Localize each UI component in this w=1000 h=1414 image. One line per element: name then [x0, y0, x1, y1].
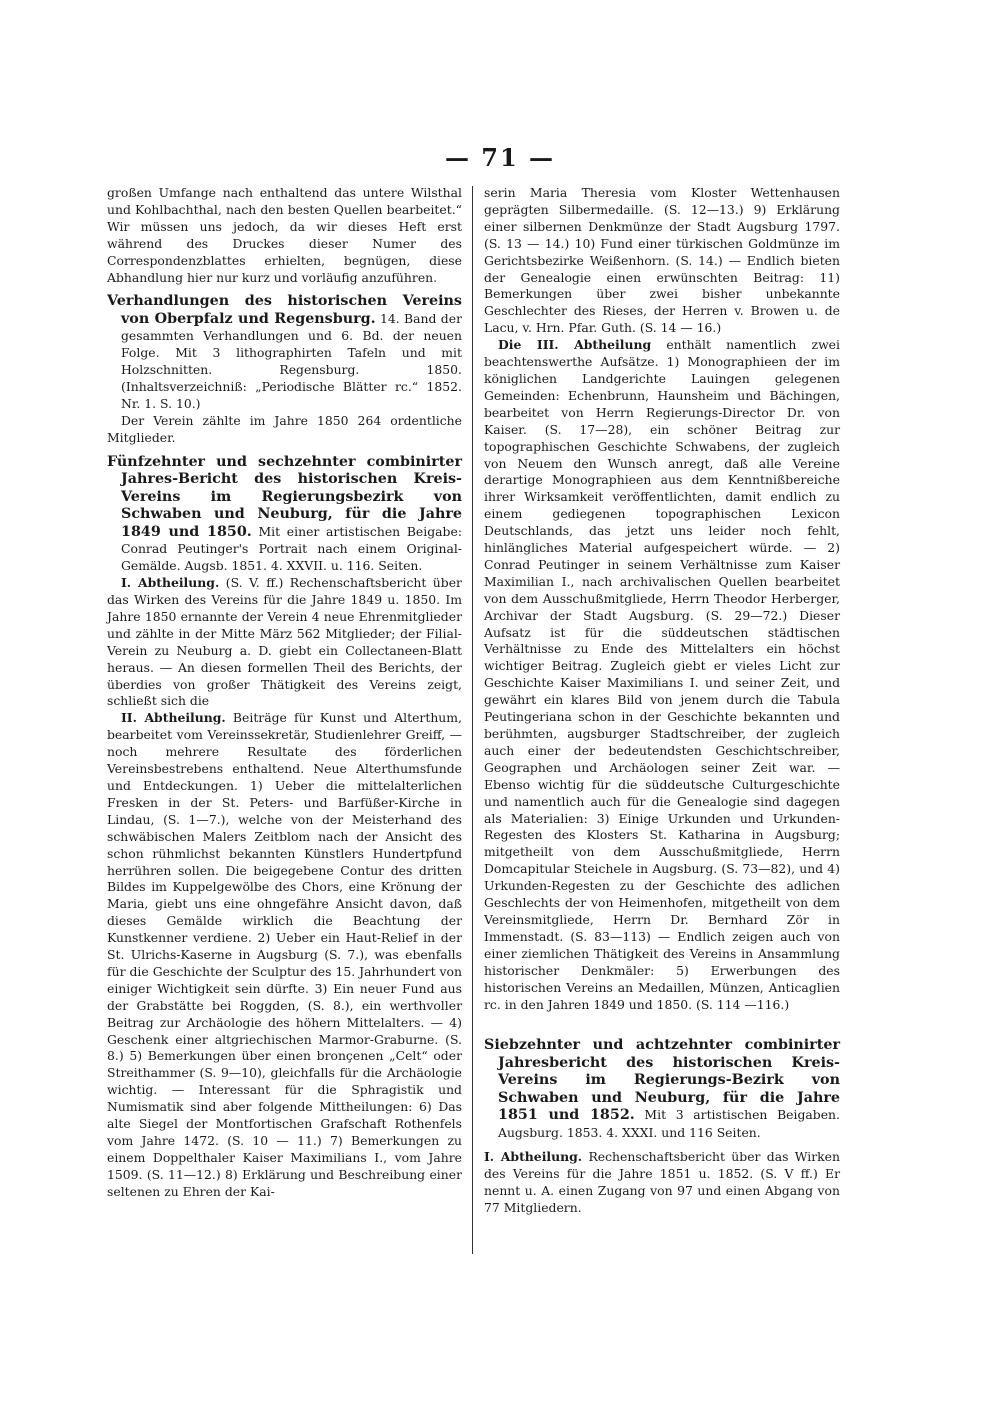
section-paragraph	[107, 575, 462, 710]
paragraph	[107, 413, 462, 447]
section-label: I. Abtheilung.	[484, 1148, 583, 1164]
paragraph-text: großen Umfange nach enthaltend das untere Wilsthal und Kohlbachthal, nach den besten Quellen bearbeitet.“ Wir müssen uns jedoch, da wir dieses Heft erst während des Druckes dieser Numer des Correspondenzblattes erhielten, begnügen, diese Abhandlung hier nur kurz und vorläufig anzuführen.	[107, 185, 462, 285]
entry-title: Verhandlungen des historischen Vereins von Oberpfalz und Regensburg.	[107, 293, 462, 327]
section-paragraph	[484, 1149, 840, 1217]
bibliography-entry	[484, 1037, 840, 1141]
entry-text: Mit einer artistischen Beigabe: Conrad Peutinger's Portrait nach einem Original-Gemälde. Augsb. 1851. 4. XXVII. u. 116. Seiten.	[121, 523, 462, 574]
page-number: — 71 —	[444, 143, 556, 172]
column-divider	[472, 186, 473, 1254]
section-text: (S. V. ff.) Rechenschaftsbericht über das Wirken des Vereins für die Jahre 1849 u. 1850. Im Jahre 1850 ernannte der Verein 4 neue Ehrenmitglieder und zählte in der Mitte März 562 Mitglieder; der Filial-Verein zu Neuburg a. D. giebt ein Collectaneen-Blatt heraus. — An diesen formellen Theil des Berichts, der überdies von großer Thätigkeit des Vereins zeigt, schließt sich die	[107, 575, 462, 709]
entry-title: Fünfzehnter und sechzehnter combinirter Jahres-Bericht des historischen Kreis-Vereins im Regierungsbezirk von Schwaben und Neuburg, für die Jahre 1849 und 1850.	[107, 453, 462, 540]
section-label: II. Abtheilung.	[121, 710, 226, 726]
entry-text: Mit 3 artistischen Beigaben. Augsburg. 1853. 4. XXXI. und 116 Seiten.	[498, 1107, 840, 1140]
entry-text: 14. Band der gesammten Verhandlungen und 6. Bd. der neuen Folge. Mit 3 lithographirten Tafeln und mit Holzschnitten. Regensburg. 1850. (Inhaltsverzeichniß: „Periodische Blätter rc.“ 1852. Nr. 1. S. 10.)	[121, 310, 462, 412]
section-label: I. Abtheilung.	[121, 575, 220, 591]
left-column	[107, 185, 462, 1201]
section-text: Rechenschaftsbericht über das Wirken des Vereins für die Jahre 1851 u. 1852. (S. V ff.) Er nennt u. A. einen Zugang von 97 und einen Abgang von 77 Mitgliedern.	[484, 1148, 840, 1215]
section-paragraph	[484, 337, 840, 1013]
bibliography-entry	[107, 293, 462, 413]
paragraph-text: serin Maria Theresia vom Kloster Wettenhausen geprägten Silbermedaille. (S. 12—13.) 9) Erklärung einer silbernen Denkmünze der Stadt Augsburg 1797. (S. 13 — 14.) 10) Fund einer türkischen Goldmünze im Gerichtsbezirke Weißenhorn. (S. 14.) — Endlich bieten der Genealogie einen erwünschten Beitrag: 11) Bemerkungen über zwei bisher unbekannte Geschlechter des Rieses, der Herren v. Browen u. de Lacu, v. Hrn. Pfar. Guth. (S. 14 — 16.)	[484, 185, 840, 336]
section-label: Die III. Abtheilung	[498, 337, 652, 353]
entry-title: Siebzehnter und achtzehnter combinirter Jahresbericht des historischen Kreis-Vereins im Regierungs-Bezirk von Schwaben und Neuburg, für die Jahre 1851 und 1852.	[484, 1037, 840, 1124]
paragraph	[484, 185, 840, 337]
paragraph-text: Der Verein zählte im Jahre 1850 264 ordentliche Mitglieder.	[107, 412, 462, 445]
section-text: enthält namentlich zwei beachtenswerthe Aufsätze. 1) Monographieen der im königlichen Landgerichte Lauingen gelegenen Gemeinden: Echenbrunn, Haunsheim und Bächingen, bearbeitet von Herrn Regierungs-Director Dr. von Kaiser. (S. 17—28), ein schöner Beitrag zur topographischen Geschichte Schwabens, der zugleich von Neuem den Wunsch anregt, daß alle Vereine derartige Monographieen aus dem Kenntnißbereiche ihrer Wirksamkeit veröffentlichten, damit endlich zu einem gediegenen topographischen Lexicon Deutschlands, das jetzt uns leider noch fehlt, hinlängliches Material aufgespeichert würde. — 2) Conrad Peutinger in seinem Verhältnisse zum Kaiser Maximilian I., nach archivalischen Quellen bearbeitet von dem Ausschußmitgliede, Herrn Theodor Herberger, Archivar der Stadt Augsburg. (S. 29—72.) Dieser Aufsatz ist für die süddeutschen städtischen Verhältnisse zu Ende des Mittelalters ein höchst wichtiger Beitrag. Zugleich giebt er vieles Licht zur Geschichte Kaiser Maximilians I. und seiner Zeit, und gewährt ein klares Bild von jenem durch die Tabula Peutingeriana schon in der Geschichte bekannten und berühmten, augsburger Stadtschreiber, der zugleich auch einer der bedeutendsten Geschichtschreiber, Geographen und Archäologen seiner Zeit war. — Ebenso wichtig für die süddeutsche Culturgeschichte und namentlich auch für die Genealogie sind dagegen als Materialien: 3) Einige Urkunden und Urkunden-Regesten des Klosters St. Katharina in Augsburg; mitgetheilt von dem Ausschußmitgliede, Herrn Domcapitular Steichele in Augsburg. (S. 73—82), und 4) Urkunden-Regesten zu der Geschichte des adlichen Geschlechts der von Heimenhofen, mitgetheilt von dem Vereinsmitgliede, Herrn Dr. Bernhard Zör in Immenstadt. (S. 83—113) — Endlich zeigen auch von einer ziemlichen Thätigkeit des Vereins in Ansammlung historischer Denkmäler: 5) Erwerbungen des historischen Vereins an Medaillen, Münzen, Anticaglien rc. in den Jahren 1849 und 1850. (S. 114 —116.)	[484, 337, 840, 1012]
section-paragraph	[107, 710, 462, 1200]
bibliography-entry	[107, 454, 462, 575]
section-text: Beiträge für Kunst und Alterthum, bearbeitet vom Vereinssekretär, Studienlehrer Greiff, — noch mehrere Resultate des förderlichen Vereinsbestrebens enthaltend. Neue Alterthumsfunde und Entdeckungen. 1) Ueber die mittelalterlichen Fresken in der St. Peters- und Barfüßer-Kirche in Lindau, (S. 1—7.), welche von der Meisterhand des schwäbischen Malers Zeitblom nach der Ansicht des schon rühmlichst bekannten Künstlers Hundertpfund herrühren sollen. Die beigegebene Contur des dritten Bildes im Kuppelgewölbe des Chors, eine Krönung der Maria, giebt uns eine ohngefähre Ansicht davon, daß dieses Gemälde wirklich die Beachtung der Kunstkenner verdiene. 2) Ueber ein Haut-Relief in der St. Ulrichs-Kaserne in Augsburg (S. 7.), was ebenfalls für die Geschichte der Sculptur des 15. Jahrhundert von einiger Wichtigkeit sein dürfte. 3) Ein neuer Fund aus der Grabstätte bei Roggden, (S. 8.), ein werthvoller Beitrag zur Archäologie des höhern Mittelalters. — 4) Geschenk einer altgriechischen Marmor-Graburne. (S. 8.) 5) Bemerkungen über einen bronçenen „Celt“ oder Streithammer (S. 9—10), gleichfalls für die Archäologie wichtig. — Interessant für die Sphragistik und Numismatik sind aber folgende Mittheilungen: 6) Das alte Siegel der Montfortischen Grafschaft Rothenfels vom Jahre 1472. (S. 10 — 11.) 7) Bemerkungen zu einem Doppelthaler Kaiser Maximilians I., vom Jahre 1509. (S. 11—12.) 8) Erklärung und Beschreibung einer seltenen zu Ehren der Kai-	[107, 710, 462, 1199]
paragraph	[107, 185, 462, 286]
right-column	[484, 185, 840, 1216]
